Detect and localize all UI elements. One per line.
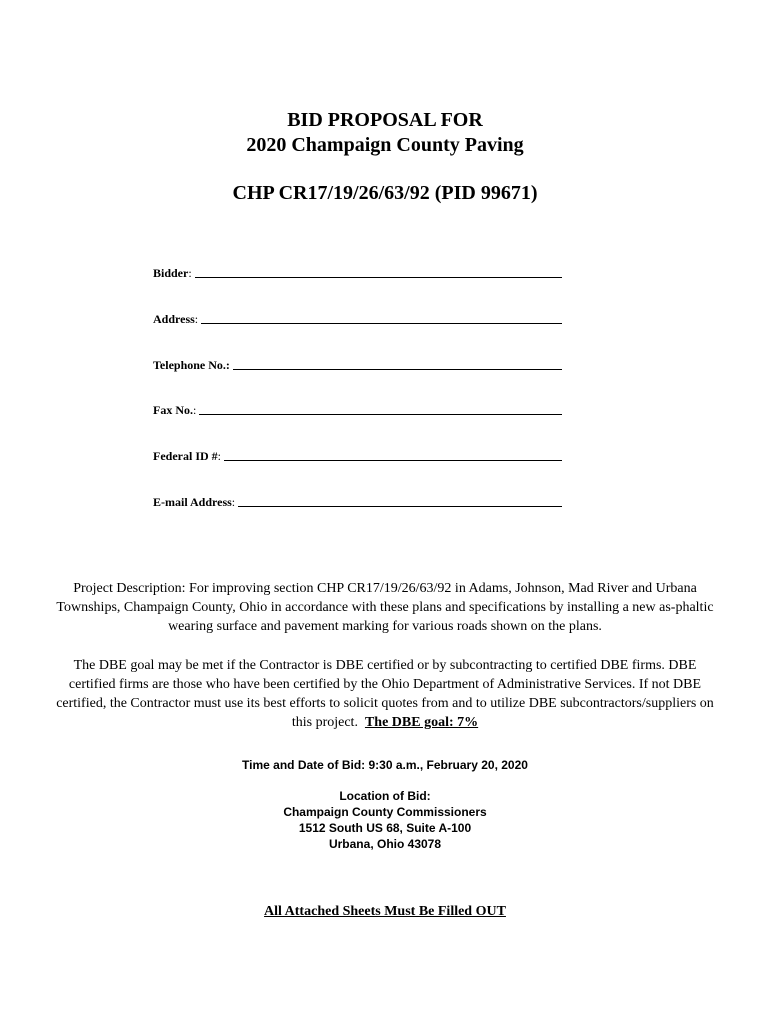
fax-label: Fax No. bbox=[153, 403, 193, 417]
email-label: E-mail Address bbox=[153, 495, 232, 509]
footer-notice: All Attached Sheets Must Be Filled OUT bbox=[264, 904, 506, 919]
fax-input-line[interactable] bbox=[199, 402, 562, 415]
address-field[interactable]: Address : bbox=[153, 309, 562, 327]
address-input-line[interactable] bbox=[201, 311, 562, 324]
bid-location bbox=[0, 788, 770, 852]
address-label: Address bbox=[153, 312, 195, 326]
dbe-paragraph bbox=[50, 656, 720, 732]
bidder-label: Bidder bbox=[153, 266, 189, 280]
location-heading: Location of Bid: bbox=[339, 789, 431, 803]
telephone-field[interactable] bbox=[153, 355, 562, 373]
telephone-label: Telephone No.: bbox=[153, 358, 230, 372]
federal-id-input-line[interactable] bbox=[224, 448, 562, 461]
document-title: BID PROPOSAL FOR bbox=[287, 109, 483, 131]
bidder-input-line[interactable] bbox=[195, 265, 562, 278]
federal-id-field[interactable]: Federal ID # : bbox=[153, 446, 562, 464]
document-subtitle: 2020 Champaign County Paving bbox=[246, 134, 524, 156]
bid-time: Time and Date of Bid: 9:30 a.m., February 20, 2020 bbox=[242, 758, 528, 772]
dbe-goal: The DBE goal: 7% bbox=[364, 715, 479, 730]
location-name: Champaign County Commissioners bbox=[283, 805, 487, 819]
project-identifier: CHP CR17/19/26/63/92 (PID 99671) bbox=[232, 182, 538, 204]
telephone-input-line[interactable] bbox=[233, 357, 562, 370]
location-street: 1512 South US 68, Suite A-100 bbox=[298, 821, 472, 835]
location-city: Urbana, Ohio 43078 bbox=[328, 837, 442, 851]
project-description: Project Description: For improving section CHP CR17/19/26/63/92 in Adams, Johnson, Mad River and Urbana Townships, Champaign County, Ohio in accordance with these plans and specifications by installing a new as-phaltic wearing surface and pavement marking for various roads shown on the plans. bbox=[56, 581, 714, 634]
email-field[interactable]: E-mail Address : bbox=[153, 492, 562, 510]
email-input-line[interactable] bbox=[238, 494, 562, 507]
fax-field[interactable]: Fax No. : bbox=[153, 400, 562, 418]
bidder-field[interactable]: Bidder : bbox=[153, 263, 562, 281]
dbe-text: The DBE goal may be met if the Contractor is DBE certified or by subcontracting to certified DBE firms. DBE certified firms are those who have been certified by the Ohio Department of Administrative Services. If not DBE certified, the Contractor must use its best efforts to solicit quotes from and to utilize DBE subcontractors/suppliers on this project. bbox=[56, 658, 714, 730]
federal-id-label: Federal ID # bbox=[153, 449, 218, 463]
